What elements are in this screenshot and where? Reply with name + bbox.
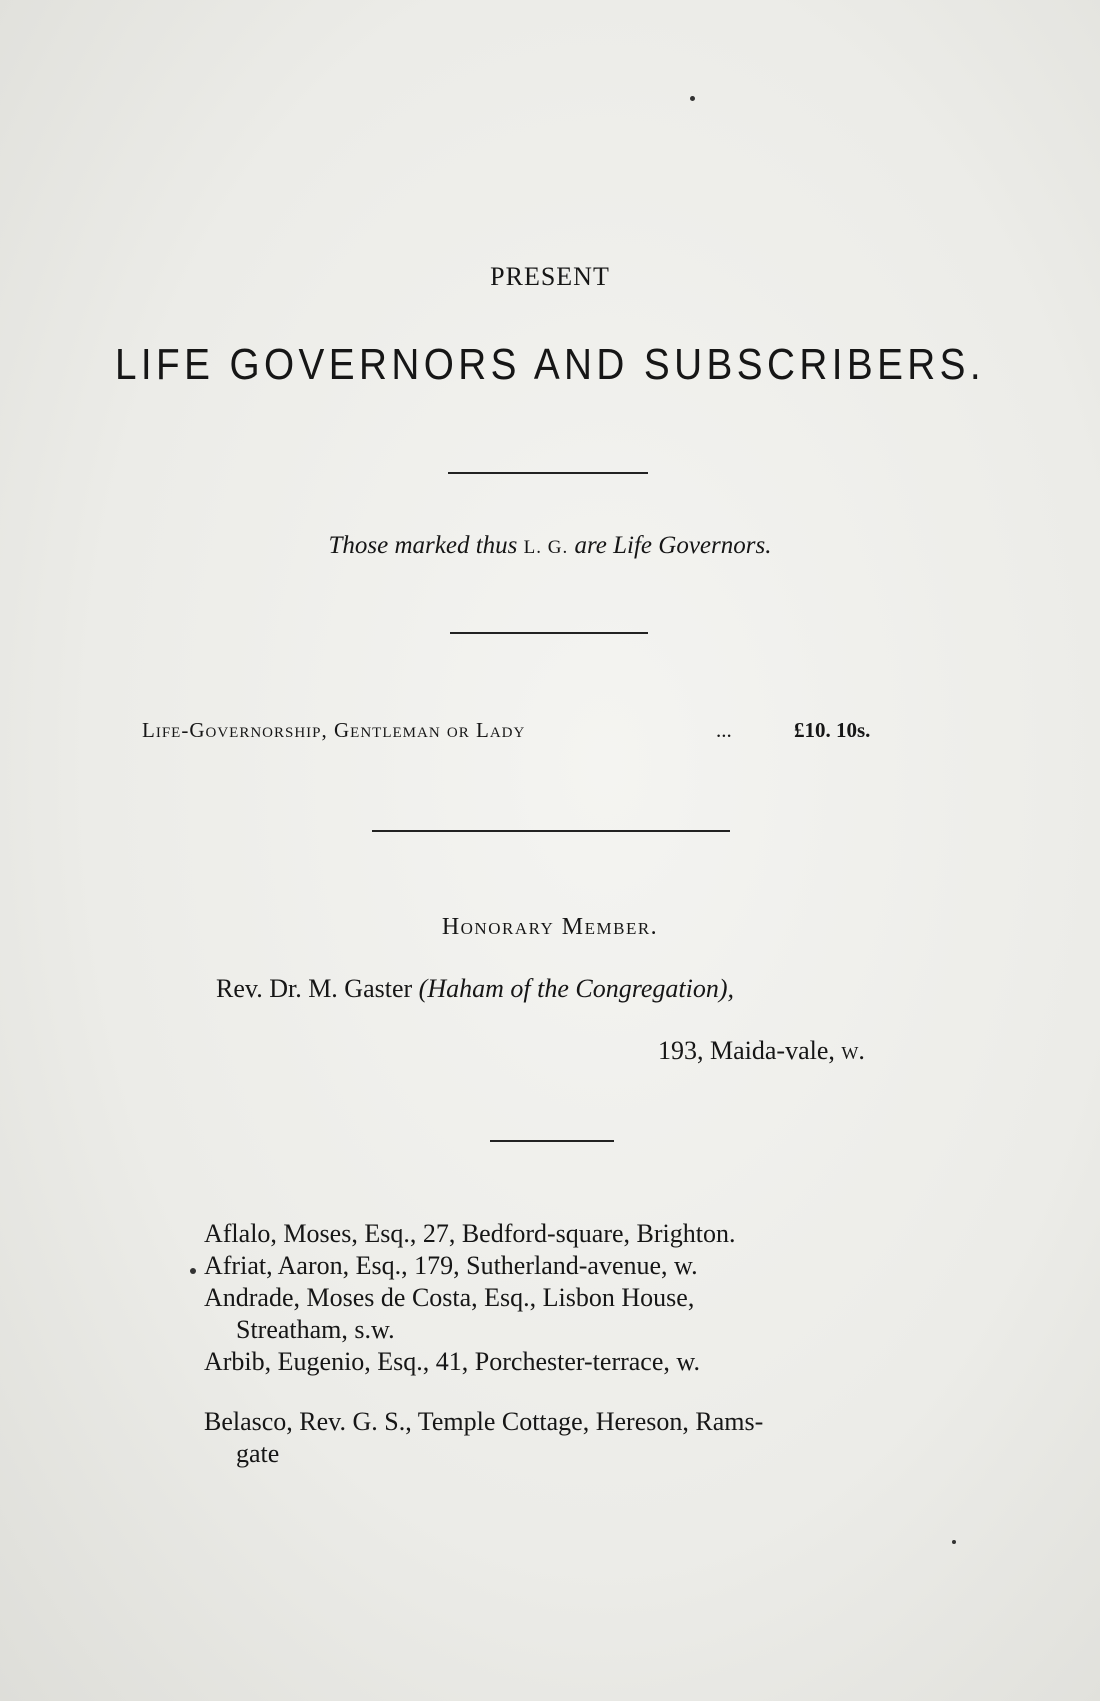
divider-rule	[372, 830, 730, 832]
subscriber-line: Aflalo, Moses, Esq., 27, Bedford-square, Brighton.	[204, 1219, 736, 1248]
ink-speck	[690, 96, 695, 101]
divider-rule	[448, 472, 648, 474]
honorary-address-number: 193, Maida-vale,	[658, 1036, 835, 1065]
fee-amount: £10. 10s.	[794, 718, 871, 742]
divider-rule	[490, 1140, 614, 1142]
note-text-before: Those marked thus	[328, 532, 518, 559]
list-gap	[204, 1378, 960, 1406]
list-item	[204, 1250, 960, 1282]
subscriber-line: Arbib, Eugenio, Esq., 41, Porchester-terrace, w.	[204, 1347, 700, 1376]
honorary-member-address	[658, 1036, 865, 1066]
fee-line	[142, 718, 902, 743]
honorary-name: Rev. Dr. M. Gaster	[216, 974, 413, 1003]
subscriber-line: Belasco, Rev. G. S., Temple Cottage, Hereson, Rams-	[204, 1407, 764, 1436]
page-title: LIFE GOVERNORS AND SUBSCRIBERS.	[114, 340, 986, 389]
honorary-address-district: w.	[841, 1036, 865, 1065]
subscriber-line-continued: gate	[236, 1439, 280, 1468]
honorary-member-name	[216, 974, 734, 1004]
present-heading: PRESENT	[490, 262, 610, 291]
note-mark: L. G.	[523, 537, 569, 558]
fee-label: Life-Governorship, Gentleman or Lady	[142, 718, 526, 742]
fee-leader: ...	[716, 718, 732, 742]
ink-speck	[190, 1268, 196, 1274]
note-text-after: are Life Governors.	[574, 532, 772, 559]
ink-speck	[952, 1540, 956, 1544]
life-governor-note	[0, 532, 1100, 560]
list-item	[204, 1346, 960, 1378]
honorary-title: (Haham of the Congregation),	[418, 974, 735, 1003]
list-item	[204, 1406, 960, 1470]
honorary-heading: Honorary Member.	[441, 914, 659, 940]
list-item	[204, 1282, 960, 1346]
subscriber-line: Afriat, Aaron, Esq., 179, Sutherland-avenue, w.	[204, 1251, 698, 1280]
divider-rule	[450, 632, 648, 634]
list-item	[204, 1218, 960, 1250]
subscriber-line-continued: Streatham, s.w.	[236, 1315, 395, 1344]
subscriber-list	[204, 1218, 960, 1470]
subscriber-line: Andrade, Moses de Costa, Esq., Lisbon House,	[204, 1283, 695, 1312]
